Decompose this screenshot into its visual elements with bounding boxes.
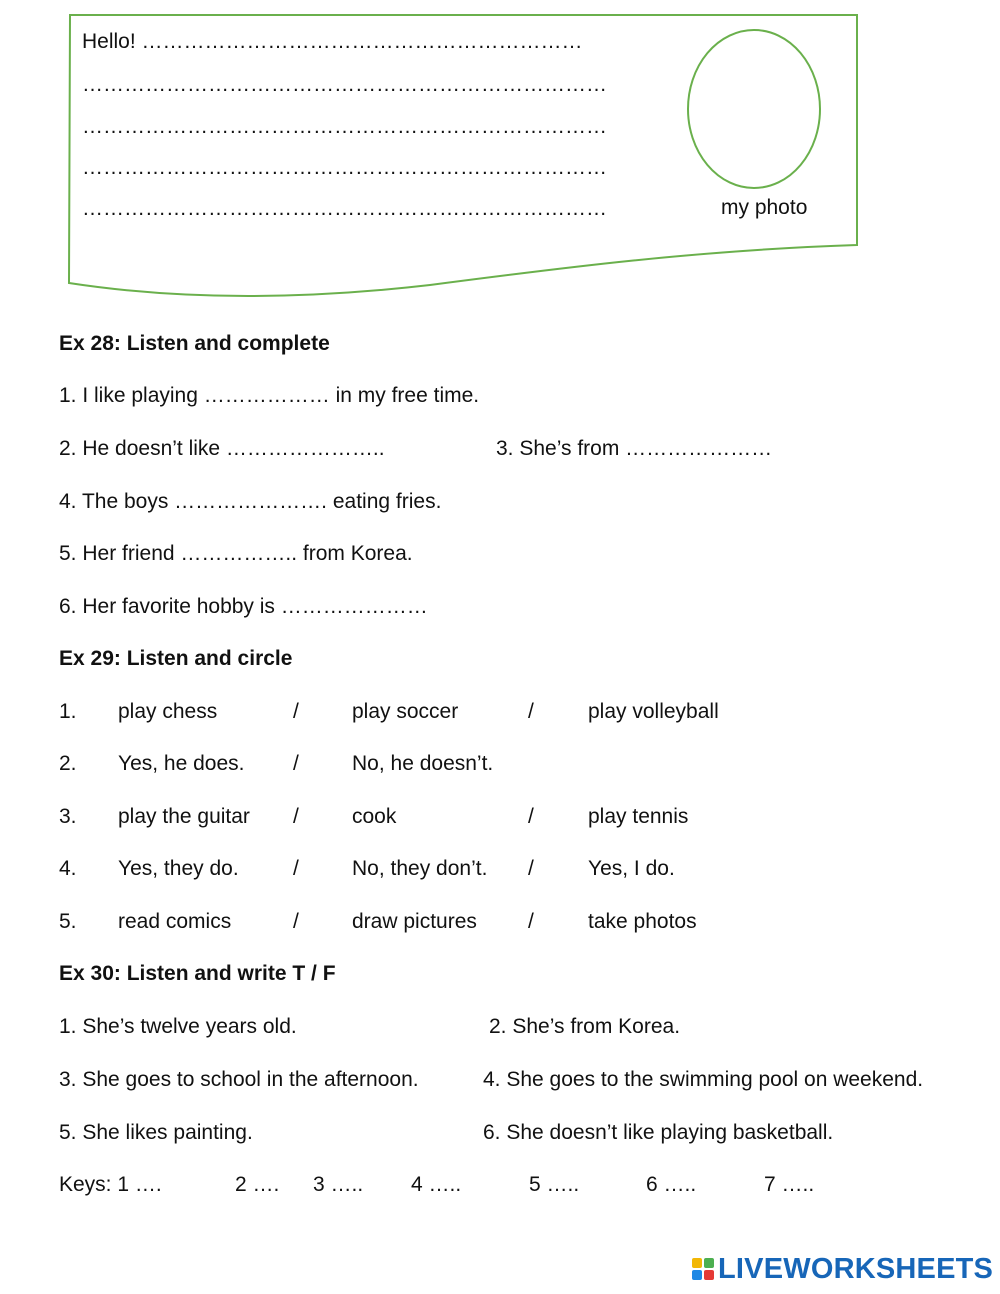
ex29-option-a[interactable]: read comics xyxy=(118,910,232,933)
ex29-separator: / xyxy=(528,857,534,880)
ex30-item-2: 2. She’s from Korea. xyxy=(489,1015,681,1038)
key-answer-6[interactable]: 6 ….. xyxy=(646,1173,697,1196)
ex29-row-number: 1. xyxy=(59,700,77,723)
key-answer-4[interactable]: 4 ….. xyxy=(411,1173,462,1196)
photo-placeholder-oval xyxy=(688,30,820,188)
ex28-item-4[interactable]: 4. The boys …………………. eating fries. xyxy=(59,490,442,513)
ex30-item-3: 3. She goes to school in the afternoon. xyxy=(59,1068,419,1091)
ex30-item-1: 1. She’s twelve years old. xyxy=(59,1015,297,1038)
ex29-option-c[interactable]: play volleyball xyxy=(588,700,719,723)
brand-name: LIVEWORKSHEETS xyxy=(718,1252,994,1285)
ex28-item-1[interactable]: 1. I like playing ……………… in my free time. xyxy=(59,384,480,407)
liveworksheets-logo-icon xyxy=(692,1258,714,1280)
ex29-row-number: 4. xyxy=(59,857,77,880)
key-answer-2[interactable]: 2 …. xyxy=(235,1173,280,1196)
ex28-heading: Ex 28: Listen and complete xyxy=(59,332,330,355)
ex28-item-3[interactable]: 3. She’s from ………………… xyxy=(496,437,773,460)
ex29-option-c[interactable]: play tennis xyxy=(588,805,689,828)
ex29-separator: / xyxy=(528,910,534,933)
ex29-row-number: 2. xyxy=(59,752,77,775)
ex29-separator: / xyxy=(293,910,299,933)
ex29-option-b[interactable]: No, he doesn’t. xyxy=(352,752,494,775)
ex29-option-c[interactable]: Yes, I do. xyxy=(588,857,675,880)
ex29-row-number: 3. xyxy=(59,805,77,828)
ex29-option-c[interactable]: take photos xyxy=(588,910,697,933)
ex29-separator: / xyxy=(293,805,299,828)
ex28-item-5[interactable]: 5. Her friend …………….. from Korea. xyxy=(59,542,413,565)
ex29-heading: Ex 29: Listen and circle xyxy=(59,647,293,670)
ex29-option-a[interactable]: play the guitar xyxy=(118,805,250,828)
dotted-line-2[interactable]: ………………………………………………………………… xyxy=(82,115,607,138)
ex29-separator: / xyxy=(293,857,299,880)
dotted-line-1[interactable]: ………………………………………………………………… xyxy=(82,73,607,96)
ex30-item-4: 4. She goes to the swimming pool on weekend. xyxy=(483,1068,924,1091)
ex29-option-a[interactable]: Yes, they do. xyxy=(118,857,239,880)
ex29-separator: / xyxy=(293,752,299,775)
liveworksheets-logo xyxy=(692,1254,993,1284)
ex30-item-6: 6. She doesn’t like playing basketball. xyxy=(483,1121,834,1144)
ex28-item-2[interactable]: 2. He doesn’t like ………………….. xyxy=(59,437,385,460)
key-answer-3[interactable]: 3 ….. xyxy=(313,1173,364,1196)
key-answer-5[interactable]: 5 ….. xyxy=(529,1173,580,1196)
ex29-separator: / xyxy=(293,700,299,723)
ex30-heading: Ex 30: Listen and write T / F xyxy=(59,962,336,985)
ex29-option-b[interactable]: play soccer xyxy=(352,700,459,723)
ex29-option-a[interactable]: play chess xyxy=(118,700,218,723)
ex29-row-number: 5. xyxy=(59,910,77,933)
photo-label: my photo xyxy=(721,196,808,219)
ex29-separator: / xyxy=(528,805,534,828)
ex29-option-b[interactable]: cook xyxy=(352,805,397,828)
dotted-line-3[interactable]: ………………………………………………………………… xyxy=(82,156,607,179)
ex29-option-b[interactable]: draw pictures xyxy=(352,910,477,933)
key-answer-7[interactable]: 7 ….. xyxy=(764,1173,815,1196)
hello-line[interactable]: Hello! ……………………………………………………… xyxy=(82,30,583,53)
dotted-line-4[interactable]: ………………………………………………………………… xyxy=(82,197,607,220)
ex29-option-b[interactable]: No, they don’t. xyxy=(352,857,488,880)
ex30-item-5: 5. She likes painting. xyxy=(59,1121,253,1144)
ex29-option-a[interactable]: Yes, he does. xyxy=(118,752,245,775)
ex29-separator: / xyxy=(528,700,534,723)
keys-label[interactable]: Keys: 1 …. xyxy=(59,1173,162,1196)
ex28-item-6[interactable]: 6. Her favorite hobby is ………………… xyxy=(59,595,428,618)
